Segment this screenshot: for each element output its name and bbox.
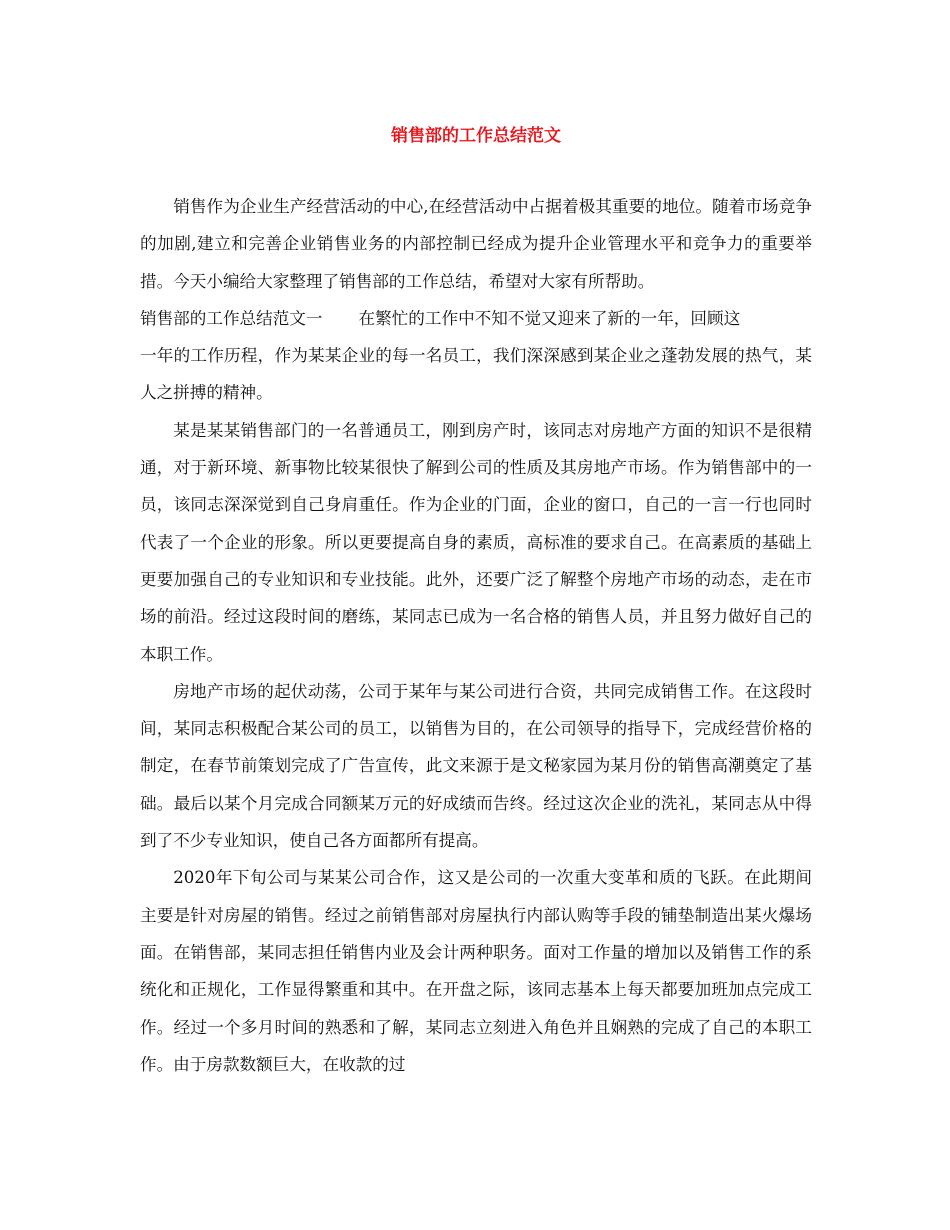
paragraph-2020: 2020年下旬公司与某某公司合作，这又是公司的一次重大变革和质的飞跃。在此期间主要是针对房屋的销售。经过之前销售部对房屋执行内部认购等手段的铺垫制造出某火爆场面。在销售部，某同志担任销售内业及会计两种职务。面对工作量的增加以及销售工作的系统化和正规化，工作显得繁重和其中。在开盘之际，该同志基本上每天都要加班加点完成工作。经过一个多月时间的熟悉和了解，某同志立刻进入角色并且娴熟的完成了自己的本职工作。由于房款数额巨大，在收款的过 (140, 868, 812, 1074)
paragraph-employee: 某是某某销售部门的一名普通员工，刚到房产时，该同志对房地产方面的知识不是很精通，对于新环境、新事物比较某很快了解到公司的性质及其房地产市场。作为销售部中的一员，该同志深深觉到自己身肩重任。作为企业的门面，企业的窗口，自己的一言一行也同时代表了一个企业的形象。所以更要提高自身的素质，高标准的要求自己。在高素质的基础上更要加强自己的专业知识和专业技能。此外，还要广泛了解整个房地产市场的动态，走在市场的前沿。经过这段时间的磨练，某同志已成为一名合格的销售人员，并且努力做好自己的本职工作。 (140, 420, 812, 664)
document-title: 销售部的工作总结范文 (391, 126, 561, 146)
document-body (140, 188, 812, 1083)
paragraph-intro: 销售作为企业生产经营活动的中心,在经营活动中占据着极其重要的地位。随着市场竞争的加剧,建立和完善企业销售业务的内部控制已经成为提升企业管理水平和竞争力的重要举措。今天小编给大家整理了销售部的工作总结，希望对大家有所帮助。 (140, 197, 812, 291)
document-page (140, 0, 812, 1230)
paragraph-market: 房地产市场的起伏动荡，公司于某年与某公司进行合资，共同完成销售工作。在这段时间，某同志积极配合某公司的员工，以销售为目的，在公司领导的指导下，完成经营价格的制定，在春节前策划完成了广告宣传，此文来源于是文秘家园为某月份的销售高潮奠定了基础。最后以某个月完成合同额某万元的好成绩而告终。经过这次企业的洗礼，某同志从中得到了不少专业知识，使自己各方面都所有提高。 (140, 681, 812, 851)
section-heading: 销售部的工作总结范文一 (140, 308, 323, 328)
section-lead-text: 在繁忙的工作中不知不觉又迎来了新的一年，回顾这 (358, 308, 741, 328)
paragraph-section-continued: 一年的工作历程，作为某某企业的每一名员工，我们深深感到某企业之蓬勃发展的热气，某人之拼搏的精神。 (140, 346, 812, 403)
section-first-line (140, 300, 812, 337)
